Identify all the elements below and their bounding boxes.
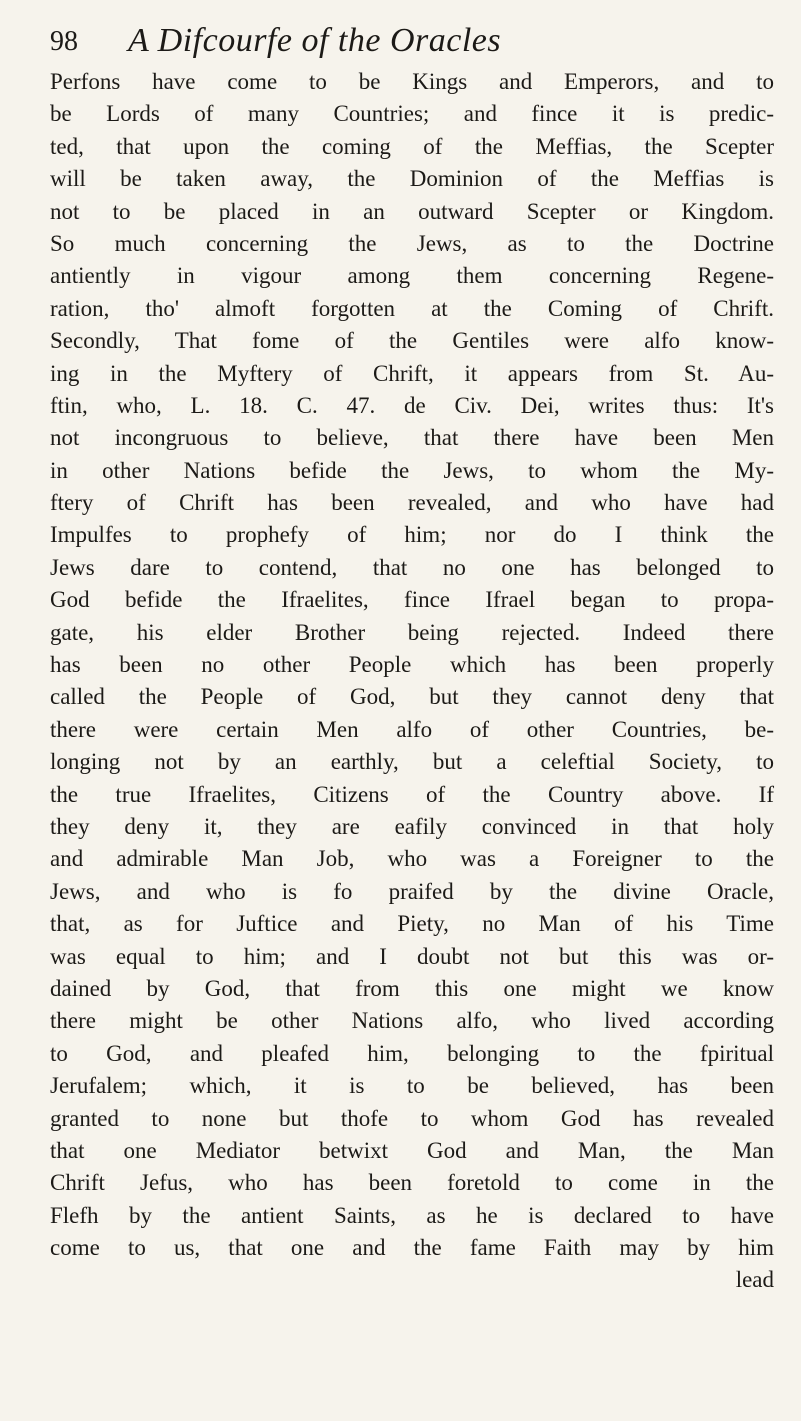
text-line: God befide the Ifraelites, fince Ifrael began to propa-: [50, 587, 774, 613]
text-line: that one Mediator betwixt God and Man, the Man: [50, 1137, 774, 1163]
text-line: called the People of God, but they cannot deny that: [50, 684, 774, 710]
page-number: 98: [50, 26, 78, 57]
text-line: So much concerning the Jews, as to the Doctrine: [50, 230, 774, 256]
catchword: lead: [735, 1267, 774, 1293]
text-line: Jerufalem; which, it is to be believed, has been: [50, 1073, 774, 1099]
text-line: ftin, who, L. 18. C. 47. de Civ. Dei, writes thus: It's: [50, 392, 774, 418]
page-header: [50, 16, 770, 62]
text-line: dained by God, that from this one might we know: [50, 975, 774, 1001]
text-line: gate, his elder Brother being rejected. Indeed there: [50, 619, 774, 645]
text-line: ing in the Myftery of Chrift, it appears from St. Au-: [50, 360, 774, 386]
running-title: A Difcourfe of the Oracles: [128, 22, 502, 59]
text-line: ftery of Chrift has been revealed, and who have had: [50, 490, 774, 516]
text-line: not incongruous to believe, that there have been Men: [50, 425, 774, 451]
text-line: Chrift Jefus, who has been foretold to come in the: [50, 1170, 774, 1196]
text-line: in other Nations befide the Jews, to whom the My-: [50, 457, 774, 483]
text-line: granted to none but thofe to whom God has revealed: [50, 1105, 774, 1131]
text-line: not to be placed in an outward Scepter or Kingdom.: [50, 198, 774, 224]
text-line: that, as for Juftice and Piety, no Man of his Time: [50, 911, 774, 937]
text-line: there were certain Men alfo of other Countries, be-: [50, 716, 774, 742]
text-line: ted, that upon the coming of the Meffias, the Scepter: [50, 133, 774, 159]
text-line: longing not by an earthly, but a celeftial Society, to: [50, 749, 774, 775]
text-line: Jews dare to contend, that no one has belonged to: [50, 554, 774, 580]
text-line: Flefh by the antient Saints, as he is declared to have: [50, 1202, 774, 1228]
text-line: has been no other People which has been properly: [50, 652, 774, 678]
text-line: be Lords of many Countries; and fince it is predic-: [50, 101, 774, 127]
text-line: the true Ifraelites, Citizens of the Country above. If: [50, 781, 774, 807]
text-line: antiently in vigour among them concerning Regene-: [50, 263, 774, 289]
text-line: come to us, that one and the fame Faith may by him: [50, 1235, 774, 1261]
text-line: to God, and pleafed him, belonging to the fpiritual: [50, 1040, 774, 1066]
text-line: Jews, and who is fo praifed by the divine Oracle,: [50, 878, 774, 904]
body-text: [50, 66, 774, 1297]
text-line: Impulfes to prophefy of him; nor do I think the: [50, 522, 774, 548]
text-line: will be taken away, the Dominion of the Meffias is: [50, 166, 774, 192]
text-line: and admirable Man Job, who was a Foreigner to the: [50, 846, 774, 872]
text-line: ration, tho' almoft forgotten at the Coming of Chrift.: [50, 295, 774, 321]
text-line: was equal to him; and I doubt not but this was or-: [50, 943, 774, 969]
text-line: there might be other Nations alfo, who lived according: [50, 1008, 774, 1034]
text-line: Perfons have come to be Kings and Emperors, and to: [50, 69, 774, 94]
text-line: they deny it, they are eafily convinced in that holy: [50, 813, 774, 839]
text-line: Secondly, That fome of the Gentiles were alfo know-: [50, 328, 774, 354]
